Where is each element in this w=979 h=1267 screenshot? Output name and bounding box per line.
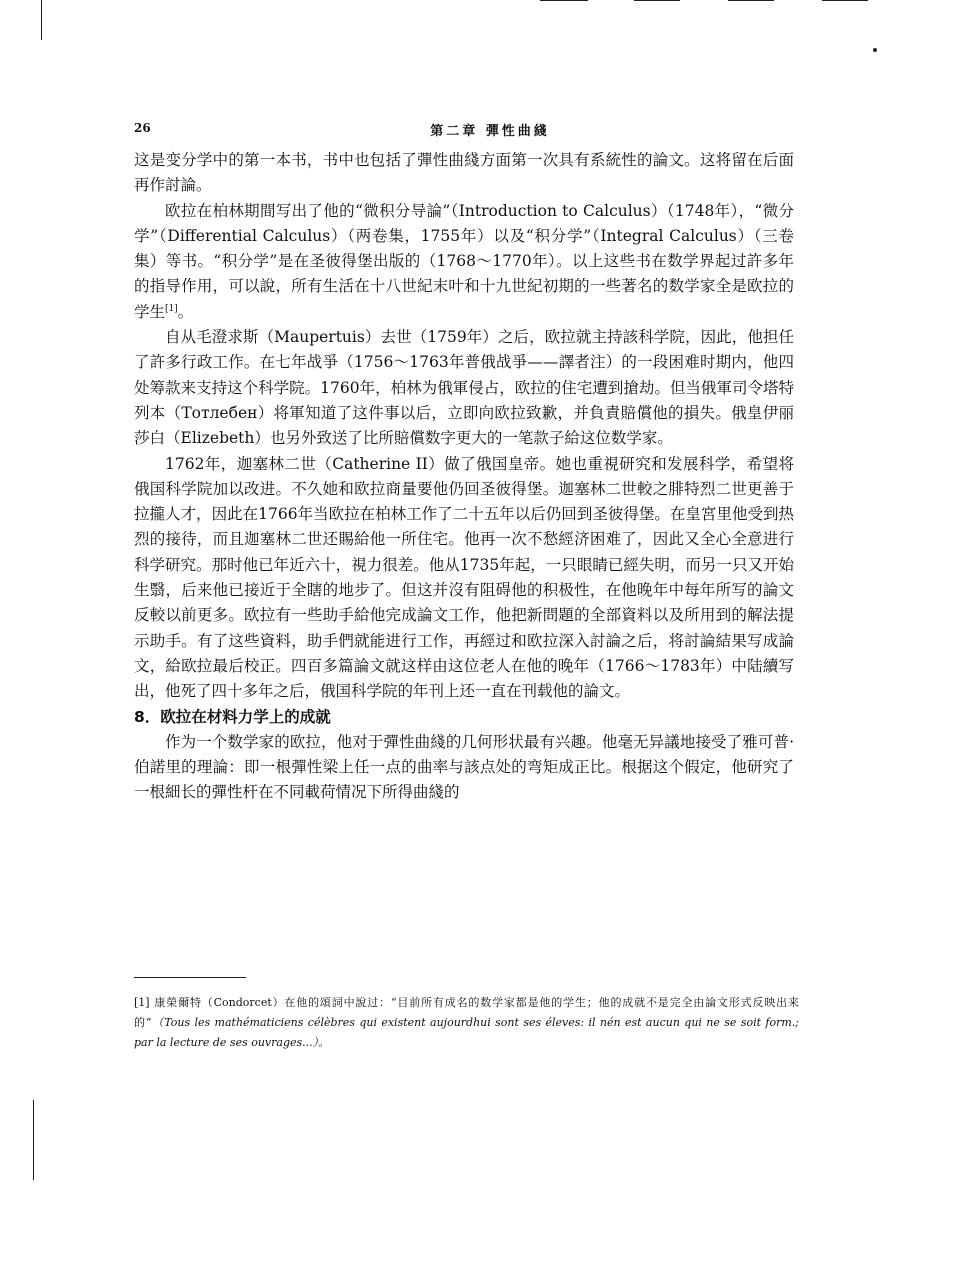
footnote (134, 993, 799, 1053)
footnote-text: 康榮爾特（Condorcet）在他的頌詞中說过：“目前所有成名的数学家都是他的学生；他的成就不是完全由論文形式反映出来的” (134, 996, 799, 1029)
scan-artifact-dot (873, 48, 877, 52)
scan-artifact-left-edge (33, 1100, 34, 1180)
section-heading: 8．欧拉在材料力学上的成就 (134, 707, 331, 726)
footnote-reference: [1] (165, 303, 178, 314)
page-number: 26 (134, 121, 151, 135)
footnote-quote: （Tous les mathématiciens célèbres qui existent aujourdhui sont ses éleves: il nén est aucun qui ne se soit form.; par la lecture de ses ouvrages...）。 (134, 1016, 799, 1049)
paragraph-text: 欧拉在柏林期間写出了他的“微积分导論”（Introduction to Calculus）（1748年），“微分学”（Differential Calculus）（两卷集，1755年）以及“积分学”（Integral Calculus）（三卷集）等书。“积分学”是在圣彼得堡出版的（1768～1770年）。以上这些书在数学界起过許多年的指导作用，可以說，所有生活在十八世紀末叶和十九世紀初期的一些著名的数学家全是欧拉的学生 (134, 201, 794, 321)
scan-artifact-top-rule (822, 0, 868, 1)
paragraph: 作为一个数学家的欧拉，他对于彈性曲綫的几何形状最有兴趣。他毫无异議地接受了雅可普·伯諾里的理論：即一根彈性梁上任一点的曲率与該点处的弯矩成正比。根据这个假定，他研究了一根細长的彈性杆在不同載荷情况下所得曲綫的 (134, 732, 794, 802)
paragraph (134, 199, 794, 325)
scan-artifact-top-rule (540, 0, 588, 1)
body-text (134, 148, 794, 806)
paragraph: 1762年，迦塞林二世（Catherine II）做了俄国皇帝。她也重視研究和发展科学，希望将俄国科学院加以改进。不久她和欧拉商量要他仍回圣彼得堡。迦塞林二世較之腓特烈二世更善于拉攏人才，因此在1766年当欧拉在柏林工作了二十五年以后仍回到圣彼得堡。在皇宮里他受到热烈的接待，而且迦塞林二世还賜給他一所住宅。他再一次不愁經济困难了，因此又全心全意进行科学研究。那时他已年近六十，視力很差。他从1735年起，一只眼睛已經失明，而另一只又开始生翳，后来他已接近于全瞎的地步了。但这并沒有阻碍他的积极性，在他晚年中每年所写的論文反較以前更多。欧拉有一些助手給他完成論文工作，他把新問題的全部資料以及所用到的解法提示助手。有了这些資料，助手們就能进行工作，再經过和欧拉深入討論之后，将討論結果写成論文，給欧拉最后校正。四百多篇論文就这样由这位老人在他的晚年（1766～1783年）中陆續写出，他死了四十多年之后，俄国科学院的年刊上还一直在刊载他的論文。 (134, 454, 794, 701)
footnote-divider (134, 977, 246, 978)
paragraph: 这是变分学中的第一本书，书中也包括了彈性曲綫方面第一次具有系統性的論文。这将留在后面再作討論。 (134, 151, 794, 195)
scan-artifact-top-rule (634, 0, 680, 1)
paragraph-end: 。 (177, 302, 194, 321)
running-header: 第二章 彈性曲綫 (430, 124, 550, 139)
scan-artifact-left-edge (41, 0, 42, 40)
paragraph: 自从毛澄求斯（Maupertuis）去世（1759年）之后，欧拉就主持該科学院，因此，他担任了許多行政工作。在七年战爭（1756～1763年普俄战爭——譯者注）的一段困难时期内，他四处筹款来支持这个科学院。1760年，柏林为俄軍侵占，欧拉的住宅遭到搶劫。但当俄軍司令塔特列本（Тотлебен）将軍知道了这件事以后，立即向欧拉致歉，并負責賠償他的損失。俄皇伊丽莎白（Elizebeth）也另外致送了比所賠償数字更大的一笔款子給这位数学家。 (134, 328, 794, 448)
footnote-marker: [1] (134, 996, 150, 1009)
scan-artifact-top-rule (728, 0, 774, 1)
